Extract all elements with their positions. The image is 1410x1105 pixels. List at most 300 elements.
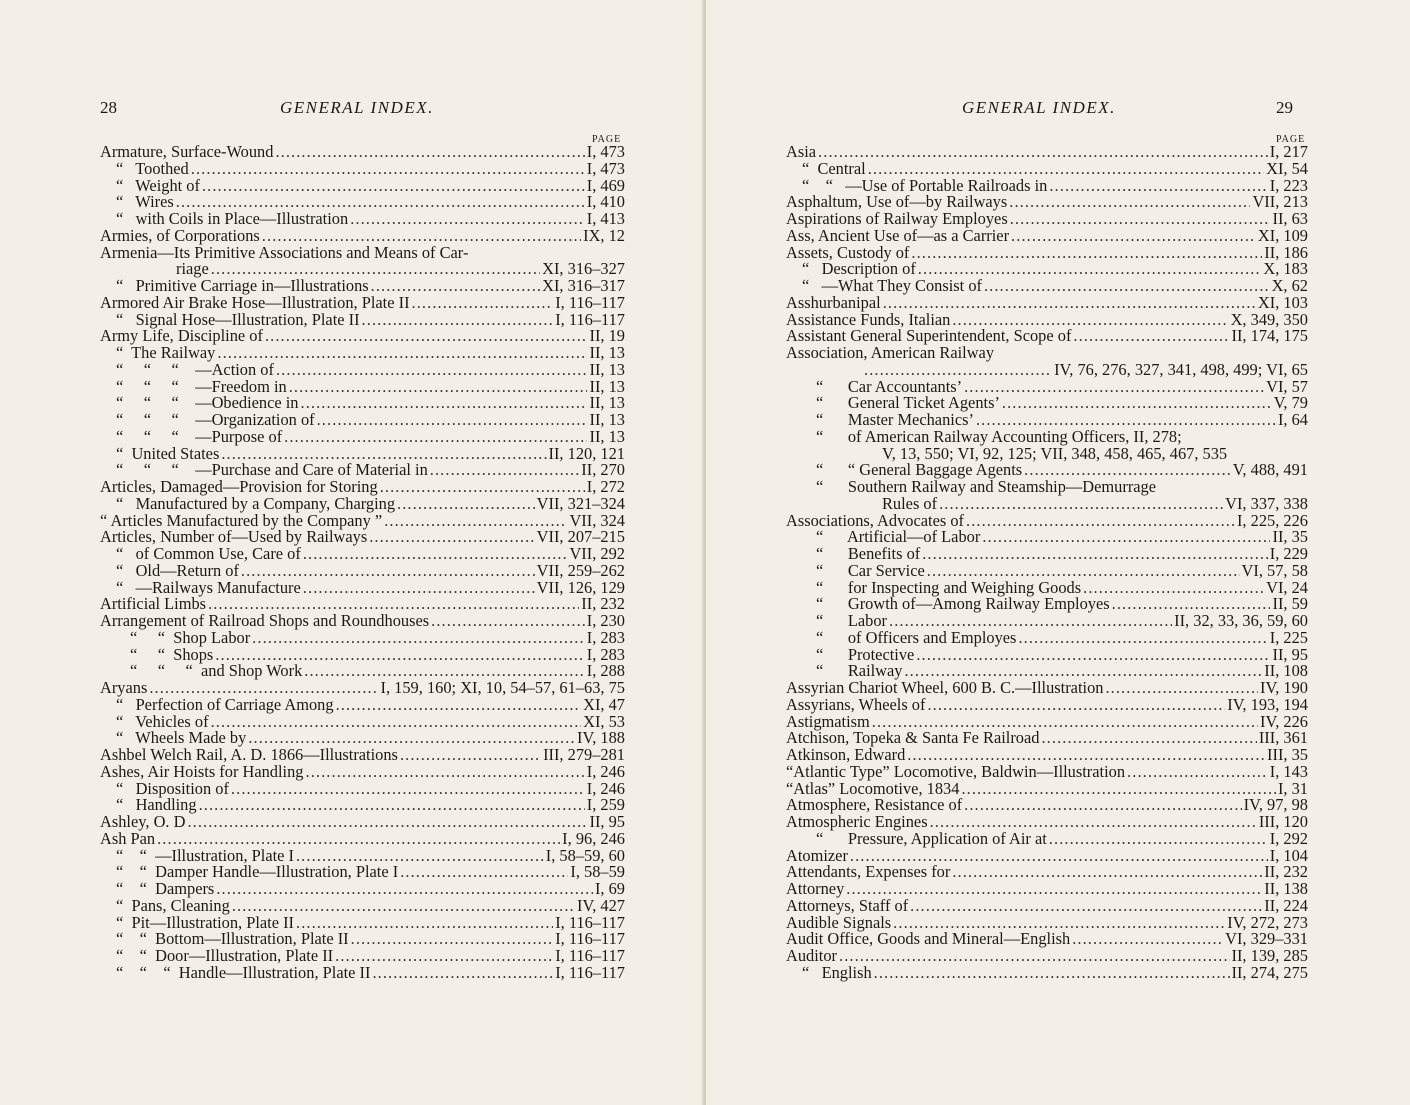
- index-entry-page: I, 288: [586, 661, 625, 681]
- index-entry-label: “ Car Service: [816, 560, 925, 580]
- leader-dots: [400, 747, 541, 764]
- index-entry-page: II, 232: [1264, 862, 1308, 882]
- index-entry-page: I, 116–117: [555, 309, 625, 329]
- leader-dots: [1072, 931, 1223, 948]
- index-entry-page: II, 224: [1264, 895, 1308, 915]
- leader-dots: [984, 278, 1270, 295]
- index-entry-label: Atomizer: [786, 845, 848, 865]
- index-entry-page: II, 95: [589, 812, 625, 831]
- index-entry-page: X, 183: [1263, 259, 1308, 279]
- right-running-title: GENERAL INDEX.: [962, 98, 1116, 117]
- leader-dots: [883, 295, 1256, 312]
- leader-dots: [191, 161, 585, 178]
- leader-dots: [910, 898, 1262, 915]
- index-entry: [100, 814, 625, 831]
- index-entry: [100, 225, 625, 245]
- leader-dots: [939, 496, 1223, 513]
- index-entry: [786, 560, 1308, 580]
- index-entry-label: “ of American Railway Accounting Officers, II, 278;: [816, 426, 1182, 446]
- index-entry-page: I, 283: [586, 627, 625, 647]
- index-entry-label: “ Growth of—Among Railway Employes: [816, 594, 1110, 614]
- leader-dots: [1041, 730, 1256, 747]
- index-entry-label: “ for Inspecting and Weighing Goods: [816, 577, 1082, 597]
- index-entry-label: Ashes, Air Hoists for Handling: [100, 761, 304, 781]
- index-entry-label: “ “ Door—Illustration, Plate II: [116, 946, 334, 965]
- leader-dots: [961, 781, 1276, 798]
- left-page-number: 28: [100, 98, 117, 117]
- leader-dots: [157, 831, 560, 848]
- index-entry-page: II, 13: [589, 426, 625, 446]
- index-entry-page: I, 469: [586, 175, 625, 195]
- leader-dots: [397, 496, 535, 513]
- index-entry-page: VI, 57: [1266, 376, 1308, 396]
- index-entry-label: “ Weight of: [116, 175, 200, 195]
- leader-dots: [211, 714, 582, 731]
- index-entry-label: “ “ “ Handle—Illustration, Plate II: [116, 962, 371, 982]
- index-entry-page: VII, 324: [569, 510, 625, 530]
- index-entry-page: XI, 316–317: [542, 276, 625, 295]
- index-entry: [100, 158, 625, 178]
- index-entry-page: VII, 321–324: [536, 493, 625, 513]
- leader-dots: [1083, 580, 1264, 597]
- index-entry-page: III, 35: [1267, 745, 1308, 764]
- leader-dots: [412, 295, 554, 312]
- index-entry-page: II, 95: [1272, 644, 1308, 664]
- leader-dots: [275, 144, 584, 161]
- index-entry-label: “Atlas” Locomotive, 1834: [786, 778, 960, 798]
- index-entry-page: I, 413: [586, 209, 625, 228]
- index-entry-label: Associations, Advocates of: [786, 510, 964, 530]
- index-entry-label: Ashley, O. D: [100, 812, 186, 831]
- index-entry: [100, 895, 625, 915]
- index-entry-label: Atmospheric Engines: [786, 812, 928, 831]
- index-entry-label: “ Vehicles of: [116, 711, 209, 731]
- index-entry-page: II, 13: [589, 410, 625, 429]
- index-entry-page: I, 143: [1269, 761, 1308, 781]
- index-entry-label: Armored Air Brake Hose—Illustration, Plate II: [100, 292, 410, 312]
- index-entry-page: II, 108: [1264, 661, 1308, 681]
- index-entry-label: Armies, of Corporations: [100, 225, 260, 245]
- index-entry-label: Atmosphere, Resistance of: [786, 795, 963, 815]
- index-entry: [100, 175, 625, 195]
- index-entry-page: XI, 109: [1257, 225, 1308, 245]
- index-entry-page: XI, 47: [583, 694, 625, 714]
- index-entry-page: II, 270: [581, 460, 625, 480]
- index-entry-label: Attorneys, Staff of: [786, 895, 909, 915]
- index-entry-page: X, 349, 350: [1230, 309, 1308, 329]
- index-entry-label: “ of Officers and Employes: [816, 627, 1017, 647]
- index-entry-page: XI, 316–327: [542, 259, 625, 279]
- index-entry-label: Assyrian Chariot Wheel, 600 B. C.—Illustration: [786, 678, 1104, 697]
- index-entry-label: “ “ “ —Action of: [116, 359, 274, 379]
- leader-dots: [400, 864, 568, 881]
- index-entry-page: I, 272: [586, 477, 625, 496]
- leader-dots: [350, 211, 585, 228]
- leader-dots: [351, 931, 554, 948]
- leader-dots: [1010, 211, 1271, 228]
- index-entry-page: I, 104: [1269, 845, 1308, 865]
- index-entry-page: III, 120: [1258, 812, 1308, 831]
- leader-dots: [303, 580, 535, 597]
- index-entry-page: I, 116–117: [555, 292, 625, 312]
- leader-dots: [868, 161, 1264, 178]
- index-entry-page: II, 232: [581, 594, 625, 614]
- leader-dots: [846, 881, 1262, 898]
- index-entry-label: “ Signal Hose—Illustration, Plate II: [116, 309, 360, 329]
- right-index-entries: [786, 144, 1308, 982]
- right-page-number: 29: [1276, 98, 1293, 117]
- right-page-column-label: PAGE: [1276, 134, 1306, 145]
- index-entry-page: VI, 24: [1266, 577, 1308, 597]
- leader-dots: [202, 178, 585, 195]
- index-entry: [100, 359, 625, 379]
- leader-dots: [241, 563, 535, 580]
- index-entry: [100, 694, 625, 714]
- leader-dots: [1018, 630, 1267, 647]
- leader-dots: [284, 429, 587, 446]
- index-entry-label: “Atlantic Type” Locomotive, Baldwin—Illustration: [786, 761, 1126, 781]
- leader-dots: [369, 529, 534, 546]
- leader-dots: [1009, 194, 1250, 211]
- index-entry-label: Audit Office, Goods and Mineral—English: [786, 929, 1071, 949]
- index-entry-label: “ “ Bottom—Illustration, Plate II: [116, 929, 349, 949]
- index-entry-label: “ “ “ —Purpose of: [116, 426, 283, 446]
- index-entry-label: Atchison, Topeka & Santa Fe Railroad: [786, 728, 1040, 748]
- index-entry-label: Armature, Surface-Wound: [100, 142, 274, 161]
- index-entry: [100, 761, 625, 781]
- index-entry-label: Audible Signals: [786, 912, 892, 932]
- leader-dots: [252, 630, 585, 647]
- leader-dots: [362, 312, 554, 329]
- index-entry-label: Association, American Railway: [786, 343, 995, 362]
- index-entry-page: VI, 57, 58: [1241, 560, 1308, 580]
- leader-dots: [982, 529, 1270, 546]
- index-entry-label: Ass, Ancient Use of—as a Carrier: [786, 225, 1010, 245]
- index-entry-page: II, 63: [1272, 209, 1308, 228]
- leader-dots: [1127, 764, 1268, 781]
- index-entry-label: Army Life, Discipline of: [100, 326, 263, 346]
- index-entry-page: III, 279–281: [543, 745, 625, 764]
- leader-dots: [289, 379, 588, 396]
- index-entry: [100, 426, 625, 446]
- index-entry-page: V, 79: [1273, 393, 1308, 413]
- index-entry: [786, 962, 1308, 982]
- left-index-entries: [100, 144, 625, 982]
- index-entry-label: Assistance Funds, Italian: [786, 309, 951, 329]
- index-entry-page: II, 13: [589, 359, 625, 379]
- leader-dots: [216, 881, 593, 898]
- index-entry-label: “ Protective: [816, 644, 915, 664]
- index-entry-label: “ Old—Return of: [116, 560, 239, 580]
- index-entry-page: I, 116–117: [555, 962, 625, 982]
- index-entry: [100, 493, 625, 513]
- leader-dots: [372, 965, 553, 982]
- index-entry-label: “ —Railways Manufacture: [116, 577, 301, 597]
- index-entry: [786, 627, 1308, 647]
- index-entry-label: “ Labor: [816, 611, 887, 630]
- index-entry-label: “ “ Damper Handle—Illustration, Plate I: [116, 862, 399, 882]
- leader-dots: [839, 948, 1230, 965]
- index-entry-page: X, 62: [1271, 276, 1308, 295]
- index-entry-page: III, 361: [1258, 728, 1308, 748]
- index-entry-label: “ Central: [802, 158, 866, 178]
- index-entry-label: “ Pressure, Application of Air at: [816, 828, 1047, 848]
- index-entry-page: VI, 337, 338: [1225, 493, 1308, 513]
- index-entry: [786, 828, 1308, 848]
- leader-dots: [1049, 831, 1268, 848]
- index-entry-page: II, 35: [1272, 527, 1308, 547]
- index-entry: [786, 426, 1308, 446]
- index-entry-label: “ “ “ —Freedom in: [116, 376, 287, 396]
- index-entry-page: I, 69: [594, 879, 625, 898]
- index-entry-label: Artificial Limbs: [100, 594, 207, 614]
- leader-dots: [431, 613, 585, 630]
- index-entry-page: I, 223: [1269, 175, 1308, 195]
- index-entry-label: “ with Coils in Place—Illustration: [116, 209, 349, 228]
- index-entry-label: Atkinson, Edward: [786, 745, 906, 764]
- index-entry-label: “ United States: [116, 443, 220, 463]
- leader-dots: [262, 228, 581, 245]
- index-entry-page: XI, 53: [583, 711, 625, 731]
- index-entry-label: “ Car Accountants’: [816, 376, 963, 396]
- index-entry-label: Auditor: [786, 946, 837, 965]
- leader-dots: [187, 814, 587, 831]
- index-entry-page: I, 31: [1277, 778, 1308, 798]
- index-entry-page: II, 120, 121: [548, 443, 625, 463]
- index-entry-label: “ “ “ and Shop Work: [130, 661, 303, 681]
- index-entry-label: Asia: [786, 142, 817, 161]
- index-entry-page: I, 225: [1269, 627, 1308, 647]
- index-entry-label: “ Toothed: [116, 158, 189, 178]
- index-entry-label: “ Master Mechanics’: [816, 410, 974, 429]
- index-entry-page: II, 19: [589, 326, 625, 346]
- leader-dots: [922, 546, 1268, 563]
- index-entry-label: “ Description of: [802, 259, 916, 279]
- index-entry-page: VII, 259–262: [536, 560, 625, 580]
- index-entry-page: I, 259: [586, 795, 625, 815]
- index-entry-page: IX, 12: [583, 225, 625, 245]
- index-entry-label: “ —What They Consist of: [802, 276, 982, 295]
- index-entry-label: Articles, Number of—Used by Railways: [100, 527, 368, 547]
- index-entry-page: I, 410: [586, 192, 625, 212]
- index-entry-page: I, 58–59, 60: [545, 845, 625, 865]
- index-entry: [786, 864, 1308, 881]
- index-entry-label: “ “ —Illustration, Plate I: [116, 845, 294, 865]
- index-entry-page: II, 59: [1272, 594, 1308, 614]
- index-entry-label: “ Manufactured by a Company, Charging: [116, 493, 396, 513]
- index-entry-label: “ Pit—Illustration, Plate II: [116, 912, 294, 932]
- index-entry: [786, 694, 1308, 714]
- leader-dots: [927, 697, 1225, 714]
- index-entry-label: Rules of: [882, 493, 938, 513]
- index-entry-page: IV, 188: [577, 728, 625, 748]
- index-entry-label: V, 13, 550; VI, 92, 125; VII, 348, 458, 465, 467, 535: [882, 443, 1228, 463]
- index-entry-label: Assistant General Superintendent, Scope of: [786, 326, 1072, 346]
- index-entry-label: Aryans: [100, 678, 148, 697]
- index-entry-page: I, 58–59: [570, 862, 625, 882]
- index-entry-label: “ General Ticket Agents’: [816, 393, 1000, 413]
- index-entry-page: I, 217: [1269, 142, 1308, 161]
- index-entry: [786, 493, 1308, 513]
- index-entry-page: VII, 213: [1252, 192, 1308, 212]
- leader-dots: [964, 379, 1264, 396]
- index-entry-label: “ “ Shops: [130, 644, 214, 664]
- index-entry-label: “ Wheels Made by: [116, 728, 247, 748]
- index-entry-label: Arrangement of Railroad Shops and Roundhouses: [100, 611, 430, 630]
- index-entry-label: Asshurbanipal: [786, 292, 881, 312]
- index-entry-page: I, 246: [586, 761, 625, 781]
- index-entry-label: riage: [176, 259, 209, 279]
- index-entry-label: “ Artificial—of Labor: [816, 527, 981, 547]
- index-entry-label: Astigmatism: [786, 711, 870, 731]
- leader-dots: [430, 462, 580, 479]
- index-entry-label: “ The Railway: [116, 343, 216, 362]
- index-entry-page: IV, 226: [1260, 711, 1308, 731]
- index-entry-page: I, 473: [586, 158, 625, 178]
- index-entry-page: XI, 54: [1266, 158, 1308, 178]
- index-entry-label: “ Railway: [816, 661, 903, 681]
- index-entry-label: “ Benefits of: [816, 544, 921, 563]
- index-entry: [786, 292, 1308, 312]
- index-entry-label: Asphaltum, Use of—by Railways: [786, 192, 1008, 212]
- leader-dots: [952, 864, 1262, 881]
- leader-dots: [306, 764, 585, 781]
- leader-dots: [818, 144, 1268, 161]
- index-entry-label: “ “ “ —Obedience in: [116, 393, 299, 413]
- index-entry-page: I, 230: [586, 611, 625, 630]
- index-entry-page: I, 116–117: [555, 912, 625, 932]
- index-entry-label: “ English: [802, 962, 872, 982]
- index-entry-page: IV, 97, 98: [1243, 795, 1308, 815]
- index-entry-label: “ of Common Use, Care of: [116, 544, 301, 563]
- leader-dots: [864, 362, 1052, 379]
- index-entry-page: II, 13: [589, 343, 625, 362]
- leader-dots: [303, 546, 568, 563]
- index-entry-label: “ “ —Use of Portable Railroads in: [802, 175, 1048, 195]
- index-entry-page: I, 116–117: [555, 929, 625, 949]
- index-entry-page: IV, 427: [577, 895, 625, 915]
- index-entry: [100, 292, 625, 312]
- index-entry-label: “ Pans, Cleaning: [116, 895, 230, 915]
- leader-dots: [911, 245, 1262, 262]
- index-entry-label: “ “ Shop Labor: [130, 627, 251, 647]
- leader-dots: [1011, 228, 1256, 245]
- index-entry: [786, 225, 1308, 245]
- index-entry-label: “ Wires: [116, 192, 174, 212]
- index-entry-label: Ashbel Welch Rail, A. D. 1866—Illustrations: [100, 745, 398, 764]
- index-entry-label: Assyrians, Wheels of: [786, 694, 926, 714]
- leader-dots: [317, 412, 588, 429]
- index-entry-page: II, 174, 175: [1231, 326, 1308, 346]
- index-entry: [786, 761, 1308, 781]
- index-entry-label: “ Perfection of Carriage Among: [116, 694, 334, 714]
- index-entry-page: VII, 207–215: [536, 527, 625, 547]
- index-entry-label: “ Disposition of: [116, 778, 229, 798]
- index-entry: [786, 359, 1308, 379]
- leader-dots: [276, 362, 588, 379]
- index-entry-page: IV, 193, 194: [1227, 694, 1308, 714]
- index-entry-label: Aspirations of Railway Employes: [786, 209, 1008, 228]
- index-entry-page: II, 32, 33, 36, 59, 60: [1174, 611, 1308, 630]
- index-entry-page: VI, 329–331: [1225, 929, 1308, 949]
- index-entry-label: Ash Pan: [100, 828, 156, 848]
- index-entry: [786, 158, 1308, 178]
- index-entry-label: “ “ General Baggage Agents: [816, 460, 1023, 480]
- index-entry-page: I, 292: [1269, 828, 1308, 848]
- leader-dots: [265, 328, 588, 345]
- leader-dots: [1073, 328, 1229, 345]
- index-entry-page: XI, 103: [1257, 292, 1308, 312]
- left-page-column-label: PAGE: [592, 134, 622, 145]
- leader-dots: [231, 781, 585, 798]
- left-page: [0, 0, 704, 1105]
- index-entry-page: I, 283: [586, 644, 625, 664]
- leader-dots: [336, 697, 582, 714]
- index-entry-label: Articles, Damaged—Provision for Storing: [100, 477, 378, 496]
- index-entry-page: II, 13: [589, 393, 625, 413]
- left-running-title: GENERAL INDEX.: [280, 98, 434, 117]
- index-entry-page: VII, 292: [569, 544, 625, 563]
- index-entry-label: Armenia—Its Primitive Associations and Means of Car-: [100, 242, 469, 262]
- index-entry-page: I, 473: [586, 142, 625, 161]
- index-entry-label: “ Southern Railway and Steamship—Demurrage: [816, 477, 1157, 496]
- index-entry-page: VII, 126, 129: [536, 577, 625, 597]
- index-entry-page: I, 64: [1277, 410, 1308, 429]
- index-entry-page: II, 186: [1264, 242, 1308, 262]
- index-entry-page: II, 274, 275: [1231, 962, 1308, 982]
- index-entry: [100, 828, 625, 848]
- index-entry-label: “ Handling: [116, 795, 197, 815]
- index-entry-page: I, 246: [586, 778, 625, 798]
- index-entry: [100, 627, 625, 647]
- leader-dots: [916, 647, 1270, 664]
- leader-dots: [964, 797, 1241, 814]
- index-entry-label: Attendants, Expenses for: [786, 862, 951, 882]
- leader-dots: [874, 965, 1230, 982]
- leader-dots: [927, 563, 1240, 580]
- index-entry-page: I, 96, 246: [562, 828, 625, 848]
- right-page: [706, 0, 1410, 1105]
- index-entry-page: IV, 272, 273: [1227, 912, 1308, 932]
- index-entry-page: II, 13: [589, 376, 625, 396]
- index-entry-label: “ “ “ —Organization of: [116, 410, 315, 429]
- index-entry: [786, 895, 1308, 915]
- index-entry: [100, 560, 625, 580]
- index-entry: [786, 931, 1308, 948]
- index-entry-label: “ Primitive Carriage in—Illustrations: [116, 276, 369, 295]
- index-entry-page: II, 138: [1264, 879, 1308, 898]
- index-entry-page: IV, 76, 276, 327, 341, 498, 499; VI, 65: [1054, 359, 1308, 379]
- index-entry-page: II, 139, 285: [1231, 946, 1308, 965]
- leader-dots: [1049, 178, 1267, 195]
- index-entry-label: “ “ Dampers: [116, 879, 215, 898]
- leader-dots: [199, 797, 585, 814]
- leader-dots: [966, 513, 1235, 530]
- leader-dots: [232, 898, 575, 915]
- leader-dots: [301, 395, 588, 412]
- index-entry-page: IV, 190: [1260, 678, 1308, 697]
- index-entry-page: V, 488, 491: [1232, 460, 1308, 480]
- index-entry-label: Assets, Custody of: [786, 242, 910, 262]
- index-entry: [100, 962, 625, 982]
- index-entry-label: “ “ “ —Purchase and Care of Material in: [116, 460, 428, 480]
- index-entry-page: I, 116–117: [555, 946, 625, 965]
- index-entry-label: Attorney: [786, 879, 845, 898]
- index-entry-page: I, 225, 226: [1236, 510, 1308, 530]
- index-entry-page: I, 229: [1269, 544, 1308, 563]
- index-entry-label: “ Articles Manufactured by the Company ”: [100, 510, 383, 530]
- index-entry-page: I, 159, 160; XI, 10, 54–57, 61–63, 75: [380, 678, 625, 697]
